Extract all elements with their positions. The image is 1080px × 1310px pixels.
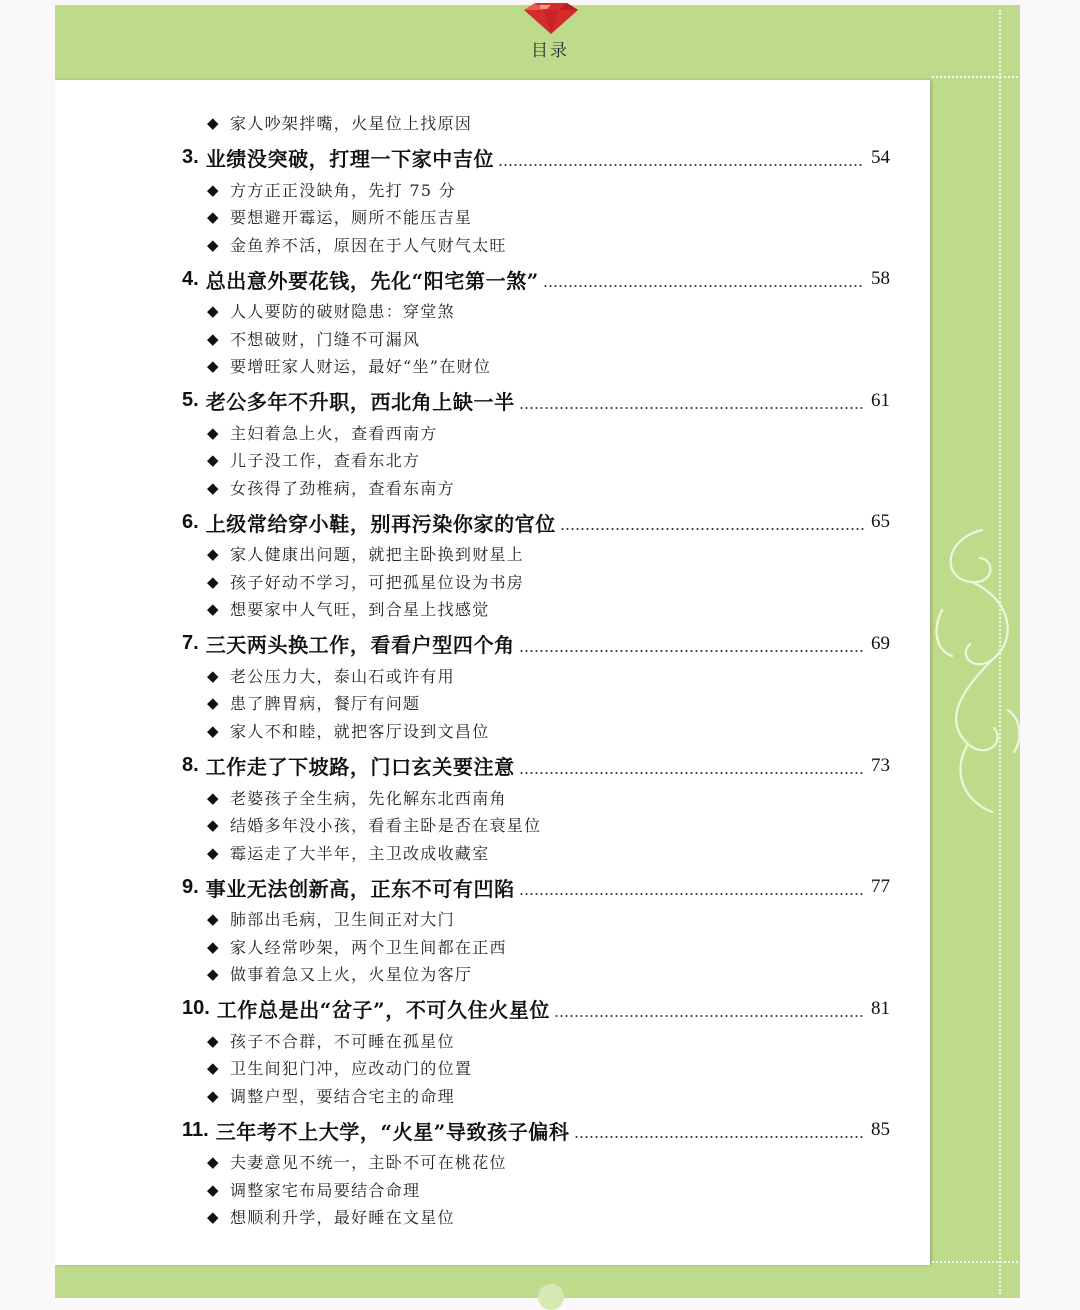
toc-subitem-text: 患了脾胃病，餐厅有问题	[230, 694, 421, 714]
diamond-bullet-icon	[207, 475, 224, 503]
diamond-bullet-icon	[207, 690, 224, 718]
toc-chapter	[0, 872, 890, 989]
diamond-bullet-icon	[207, 961, 224, 989]
diamond-bullet-icon	[207, 541, 224, 569]
toc-subitem	[0, 1149, 890, 1177]
toc-subitem	[0, 232, 890, 260]
diamond-bullet-icon	[207, 840, 224, 868]
toc-subitem-text: 老婆孩子全生病，先化解东北西南角	[230, 788, 507, 808]
toc-subitem-text: 老公压力大，泰山石或许有用	[230, 666, 455, 686]
toc-subitem	[0, 1028, 890, 1056]
toc-subitem-text: 结婚多年没小孩，看看主卧是否在衰星位	[230, 816, 542, 836]
toc-subitem	[0, 663, 890, 691]
toc-subitem-text: 家人不和睦，就把客厅设到文昌位	[230, 721, 490, 741]
chapter-title: 工作总是出“岔子”，不可久住火星位	[216, 998, 551, 1023]
chapter-page-number: 61	[871, 389, 890, 411]
toc-chapter-heading	[0, 264, 890, 294]
diamond-bullet-icon	[207, 596, 224, 624]
toc-chapter	[0, 264, 890, 381]
diamond-bullet-icon	[207, 1083, 224, 1111]
toc-chapter-heading	[0, 994, 890, 1024]
toc-chapter-heading	[0, 1115, 890, 1145]
toc-subitem	[0, 569, 890, 597]
bottom-ornament	[538, 1284, 564, 1310]
dot-leader	[498, 143, 864, 173]
chapter-page-number: 73	[871, 754, 890, 776]
toc-subitem	[0, 718, 890, 746]
diamond-bullet-icon	[207, 1055, 224, 1083]
toc-subitem-text: 想顺利升学，最好睡在文星位	[230, 1208, 455, 1228]
diamond-bullet-icon	[207, 906, 224, 934]
diamond-bullet-icon	[207, 298, 224, 326]
toc-chapter	[0, 507, 890, 624]
diamond-bullet-icon	[207, 420, 224, 448]
toc-subitem-text: 家人吵架拌嘴，火星位上找原因	[230, 114, 473, 133]
toc-subitem	[0, 420, 890, 448]
toc-subitem	[0, 1204, 890, 1232]
toc-subitem-text: 家人经常吵架，两个卫生间都在正西	[230, 937, 507, 957]
chapter-page-number: 54	[871, 146, 890, 168]
toc-subitem-text: 想要家中人气旺，到合星上找感觉	[230, 600, 490, 620]
toc-subitem	[0, 353, 890, 381]
chapter-title: 三年考不上大学，“火星”导致孩子偏科	[215, 1119, 570, 1144]
chapter-number: 11.	[182, 1118, 209, 1141]
chapter-page-number: 58	[871, 268, 890, 290]
chapter-title: 工作走了下坡路，门口玄关要注意	[205, 755, 515, 780]
diamond-bullet-icon	[207, 1177, 224, 1205]
toc-subitem	[0, 690, 890, 718]
chapter-title: 上级常给穿小鞋，别再污染你家的官位	[205, 511, 556, 536]
toc-chapter	[0, 751, 890, 868]
toc-subitem	[0, 1177, 890, 1205]
toc-subitem-text: 夫妻意见不统一，主卧不可在桃花位	[230, 1153, 507, 1173]
diamond-bullet-icon	[207, 1204, 224, 1232]
toc-subitem-text: 儿子没工作，查看东北方	[230, 451, 421, 471]
toc-subitem-text: 调整户型，要结合宅主的命理	[230, 1086, 455, 1106]
toc-chapter	[0, 386, 890, 503]
red-gem-icon	[521, 1, 581, 35]
chapter-number: 9.	[182, 875, 199, 898]
diamond-bullet-icon	[207, 785, 224, 813]
toc-subitem	[0, 840, 890, 868]
toc-subitem	[0, 541, 890, 569]
swirl-ornament	[922, 520, 1026, 820]
diamond-bullet-icon	[207, 812, 224, 840]
toc-subitem-text: 肺部出毛病，卫生间正对大门	[230, 910, 455, 930]
chapter-title: 总出意外要花钱，先化“阳宅第一煞”	[205, 268, 539, 293]
diamond-bullet-icon	[207, 353, 224, 381]
diamond-bullet-icon	[207, 232, 224, 260]
diamond-bullet-icon	[207, 718, 224, 746]
toc-chapter-heading	[0, 751, 890, 781]
toc-subitem-text: 人人要防的破财隐患：穿堂煞	[230, 302, 455, 322]
toc-subitem-text: 做事着急又上火，火星位为客厅	[230, 965, 473, 985]
chapter-page-number: 81	[871, 997, 890, 1019]
toc-chapter	[0, 1115, 890, 1232]
dot-leader	[543, 264, 864, 294]
toc-subitem-text: 金鱼养不活，原因在于人气财气太旺	[230, 235, 507, 255]
diamond-bullet-icon	[207, 177, 224, 205]
toc-subitem-text: 卫生间犯门冲，应改动门的位置	[230, 1059, 473, 1079]
dot-leader	[554, 994, 864, 1024]
chapter-number: 8.	[182, 754, 199, 777]
toc-subitem	[0, 326, 890, 354]
toc-subitem	[0, 934, 890, 962]
toc-chapter-heading	[0, 143, 890, 173]
toc-subitem	[0, 596, 890, 624]
dot-leader	[574, 1115, 864, 1145]
toc-subitem	[0, 475, 890, 503]
chapter-page-number: 77	[871, 876, 890, 898]
toc-chapter-heading	[0, 629, 890, 659]
toc-subitem	[0, 110, 890, 138]
dot-leader	[519, 629, 864, 659]
toc-subitem	[0, 1083, 890, 1111]
chapter-title: 老公多年不升职，西北角上缺一半	[205, 390, 515, 415]
toc-subitem-text: 霉运走了大半年，主卫改成收藏室	[230, 843, 490, 863]
toc-subitem	[0, 785, 890, 813]
dot-leader	[519, 751, 864, 781]
toc-chapter	[0, 994, 890, 1111]
chapter-number: 5.	[182, 389, 199, 412]
dot-leader	[519, 872, 864, 902]
toc-subitem	[0, 812, 890, 840]
diamond-bullet-icon	[207, 663, 224, 691]
chapter-title: 业绩没突破，打理一下家中吉位	[205, 147, 495, 172]
diamond-bullet-icon	[207, 110, 224, 138]
toc-subitem-text: 调整家宅布局要结合命理	[230, 1180, 421, 1200]
toc-subitem	[0, 1055, 890, 1083]
diamond-bullet-icon	[207, 447, 224, 475]
frame-dotted-line-bottom	[932, 1261, 1018, 1263]
chapter-number: 10.	[182, 997, 210, 1020]
toc-chapter-heading	[0, 872, 890, 902]
chapter-title: 事业无法创新高，正东不可有凹陷	[205, 876, 515, 901]
chapter-page-number: 69	[871, 632, 890, 654]
toc-subitem	[0, 447, 890, 475]
toc-chapter	[0, 143, 890, 260]
toc-chapter-heading	[0, 507, 890, 537]
chapter-number: 7.	[182, 632, 199, 655]
toc-subitem-text: 不想破财，门缝不可漏风	[230, 329, 421, 349]
toc-subitem-text: 要想避开霉运，厕所不能压吉星	[230, 208, 473, 228]
page-title: 目录	[531, 41, 569, 61]
diamond-bullet-icon	[207, 1149, 224, 1177]
dot-leader	[519, 386, 864, 416]
chapter-page-number: 65	[871, 511, 890, 533]
chapter-number: 4.	[182, 267, 199, 290]
diamond-bullet-icon	[207, 569, 224, 597]
toc-subitem-text: 孩子好动不学习，可把孤星位设为书房	[230, 572, 525, 592]
toc-subitem-text: 方方正正没缺角，先打 75 分	[230, 180, 457, 200]
chapter-number: 6.	[182, 510, 199, 533]
chapter-number: 3.	[182, 146, 199, 169]
chapter-title: 三天两头换工作，看看户型四个角	[205, 633, 515, 658]
toc-subitem	[0, 204, 890, 232]
toc-subitem-text: 要增旺家人财运，最好“坐”在财位	[230, 357, 492, 377]
toc-subitem-text: 孩子不合群，不可睡在孤星位	[230, 1031, 455, 1051]
diamond-bullet-icon	[207, 1028, 224, 1056]
chapter-page-number: 85	[871, 1119, 890, 1141]
toc-subitem-text: 主妇着急上火，查看西南方	[230, 423, 438, 443]
dot-leader	[560, 507, 864, 537]
toc-subitem-text: 家人健康出问题，就把主卧换到财星上	[230, 545, 525, 565]
diamond-bullet-icon	[207, 934, 224, 962]
toc-subitem	[0, 961, 890, 989]
toc-subitem	[0, 177, 890, 205]
toc-subitem	[0, 298, 890, 326]
table-of-contents	[0, 110, 890, 1232]
toc-chapter-heading	[0, 386, 890, 416]
diamond-bullet-icon	[207, 326, 224, 354]
toc-subitem	[0, 906, 890, 934]
toc-chapter	[0, 629, 890, 746]
frame-dotted-line-top	[932, 76, 1018, 78]
diamond-bullet-icon	[207, 204, 224, 232]
toc-subitem-text: 女孩得了劲椎病，查看东南方	[230, 478, 455, 498]
